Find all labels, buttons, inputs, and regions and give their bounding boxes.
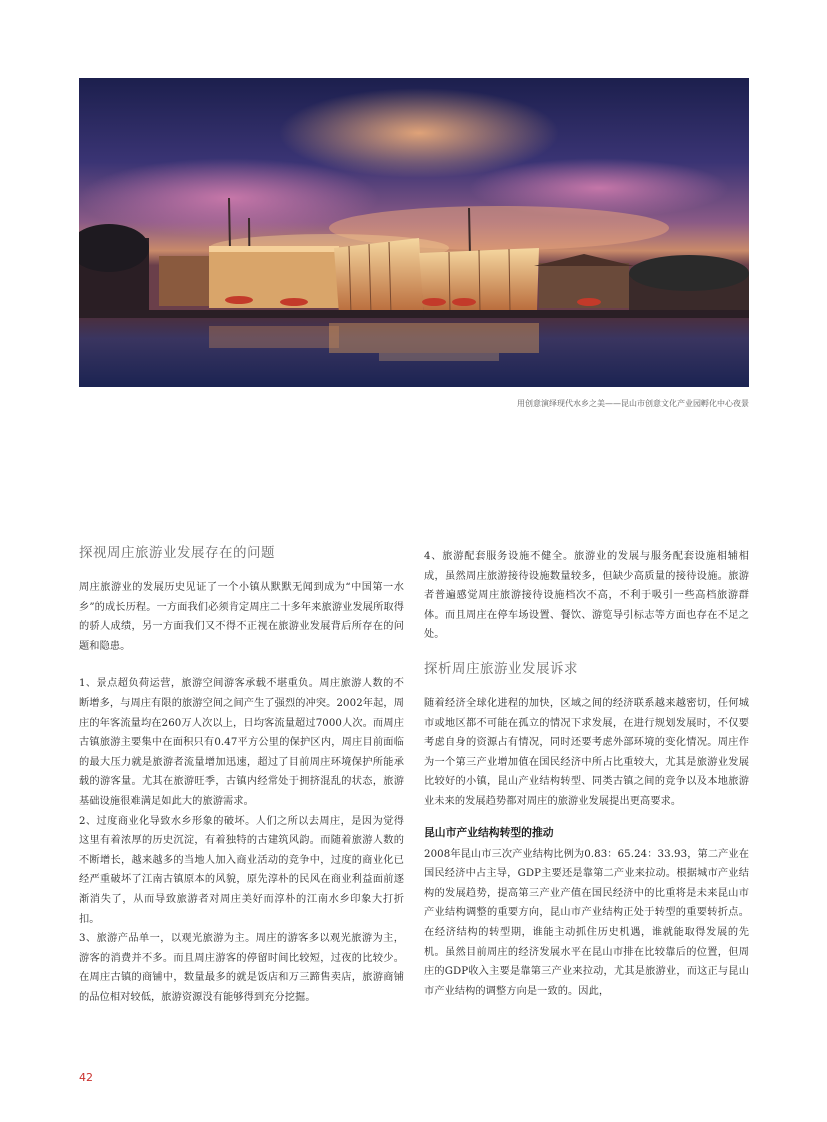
section-title-problems: 探视周庄旅游业发展存在的问题 bbox=[79, 545, 275, 561]
image-caption: 用创意演绎现代水乡之美——昆山市创意文化产业园孵化中心夜景 bbox=[517, 399, 749, 408]
problem-point-4: 4、旅游配套服务设施不健全。旅游业的发展与服务配套设施相辅相成，虽然周庄旅游接待设施数量较多，但缺少高质量的接待设施。旅游者普遍感觉周庄旅游接待设施档次不高，不利于吸引一些高档旅游群体。而且周庄在停车场设置、餐饮、游览导引标志等方面也存在不足之处。 bbox=[424, 551, 749, 641]
hero-night-image bbox=[79, 78, 749, 387]
problem-point-3: 3、旅游产品单一，以观光旅游为主。周庄的游客多以观光旅游为主，游客的消费并不多。而且周庄游客的停留时间比较短，过夜的比较少。在周庄古镇的商铺中，数量最多的就是饭店和万三蹄售卖店，旅游商铺的品位相对较低，旅游资源没有能够得到充分挖掘。 bbox=[79, 933, 404, 1003]
problem-point-2: 2、过度商业化导致水乡形象的破坏。人们之所以去周庄，是因为觉得这里有着浓厚的历史沉淀，有着独特的古建筑风韵。而随着旅游人数的不断增长，越来越多的当地人加入商业活动的竞争中，过度的商业化已经严重破坏了江南古镇原本的风貌，原先淳朴的民风在商业利益面前逐渐消失了，从而导致旅游者对周庄美好而淳朴的江南水乡印象大打折扣。 bbox=[79, 815, 404, 925]
right-column bbox=[424, 547, 749, 1001]
section-title-demands: 探析周庄旅游业发展诉求 bbox=[424, 660, 578, 677]
industry-paragraph: 2008年昆山市三次产业结构比例为0.83：65.24：33.93，第二产业在国民经济中占主导，GDP主要还是靠第二产业来拉动。根据城市产业结构的发展趋势，提高第三产业产值在国民经济中的比重将是未来昆山市产业结构调整的重要方向，昆山市产业结构正处于转型的重要转折点。在经济结构的转型期，谁能主动抓住历史机遇，谁就能取得发展的先机。虽然目前周庄的经济发展水平在昆山市排在比较靠后的位置，但周庄的GDP收入主要是靠第三产业来拉动，尤其是旅游业，而这正与昆山市产业结构的调整方向是一致的。因此， bbox=[424, 848, 749, 997]
subheading-industry-transformation: 昆山市产业结构转型的推动 bbox=[424, 825, 554, 839]
page-number: 42 bbox=[79, 1071, 93, 1084]
left-column bbox=[79, 544, 404, 1007]
demands-paragraph: 随着经济全球化进程的加快，区域之间的经济联系越来越密切，任何城市或地区都不可能在孤立的情况下求发展，在进行规划发展时，不仅要考虑自身的资源占有情况，同时还要考虑外部环境的变化情况。周庄作为一个第三产业增加值在国民经济中所占比重较大，尤其是旅游业发展比较好的小镇，昆山产业结构转型、同类古镇之间的竞争以及本地旅游业未来的发展趋势都对周庄的旅游业发展提出更高要求。 bbox=[424, 697, 749, 807]
intro-paragraph: 周庄旅游业的发展历史见证了一个小镇从默默无闻到成为“中国第一水乡”的成长历程。一方面我们必须肯定周庄二十多年来旅游业发展所取得的骄人成绩，另一方面我们又不得不正视在旅游业发展背后所存在的问题和隐患。 bbox=[79, 582, 404, 652]
problem-point-1: 1、景点超负荷运营，旅游空间游客承载不堪重负。周庄旅游人数的不断增多，与周庄有限的旅游空间之间产生了强烈的冲突。2002年起，周庄的年客流量均在260万人次以上，日均客流量超过7000人次。而周庄古镇旅游主要集中在面积只有0.47平方公里的保护区内，周庄目前面临的最大压力就是旅游者流量增加迅速，超过了目前周庄环境保护所能承载的游客量。尤其在旅游旺季，古镇内经常处于拥挤混乱的状态，旅游基础设施很难满足如此大的旅游需求。 bbox=[79, 678, 404, 807]
